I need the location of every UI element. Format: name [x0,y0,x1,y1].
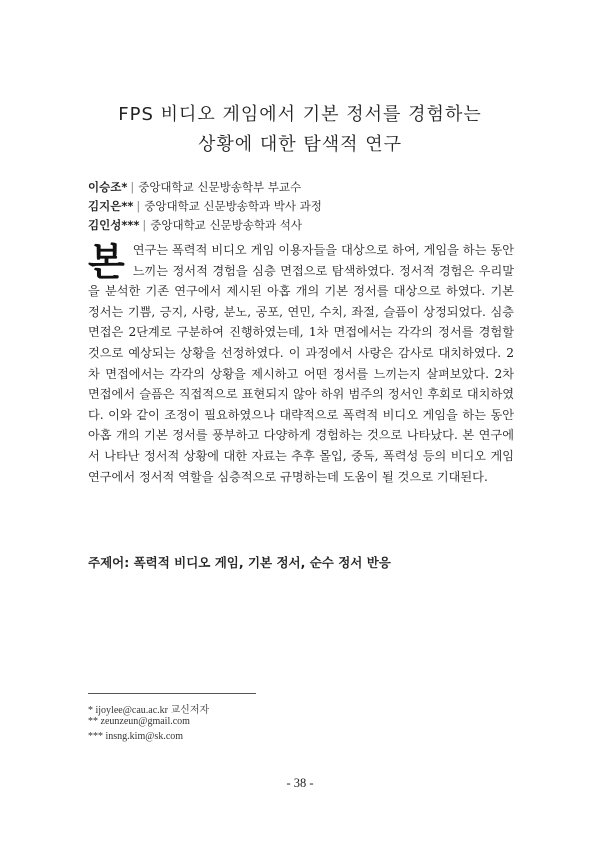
paper-title-line-1: FPS 비디오 게임에서 기본 정서를 경험하는 [118,104,482,125]
author-separator: | [136,199,141,213]
footnote-divider [88,693,256,694]
author-affiliation: 중앙대학교 신문방송학부 부교수 [138,180,302,194]
keywords: 주제어: 폭력적 비디오 게임, 기본 정서, 순수 정서 반응 [88,555,391,570]
author-name: 이승조* [88,180,128,194]
abstract-drop-cap: 본 [88,239,125,284]
author-separator: | [142,218,147,232]
author-name: 김인성*** [88,218,140,232]
author-3 [88,217,302,233]
footnote-2: ** zeunzeun@gmail.com [88,716,190,727]
author-1 [88,179,301,195]
author-name: 김지은** [88,199,134,213]
author-separator: | [130,180,135,194]
paper-title-line-2: 상황에 대한 탐색적 연구 [197,134,403,155]
footnote-3: *** insng.kim@sk.com [88,731,184,742]
abstract-body: 연구는 폭력적 비디오 게임 이용자들을 대상으로 하여, 게임을 하는 동안 느끼는 정서적 경험을 심층 면접으로 탐색하였다. 정서적 경험은 우리말을 분석한 기존 연구에서 제시된 아홉 개의 기본 정서를 대상으로 하였다. 기본 정서는 기쁨, 긍지, 사랑, 분노, 공포, 연민, 수치, 좌절, 슬픔이 상정되었다. 심층 면접은 2단계로 구분하여 진행하였는데, 1차 면접에서는 각각의 정서를 경험할 것으로 예상되는 상황을 선정하였다. 이 과정에서 사랑은 감사로 대치하였다. 2차 면접에서는 각각의 상황을 제시하고 어떤 정서를 느끼는지 살펴보았다. 2차 면접에서 슬픔은 직접적으로 표현되지 않아 하위 범주의 정서인 후회로 대치하였다. 이와 같이 조정이 필요하였으나 대략적으로 폭력적 비디오 게임을 하는 동안 아홉 개의 기본 정서를 풍부하고 다양하게 경험하는 것으로 나타났다. 본 연구에서 나타난 정서적 상황에 대한 자료는 추후 몰입, 중독, 폭력성 등의 비디오 게임 연구에서 정서적 역할을 심층적으로 규명하는데 도움이 될 것으로 기대된다. [88,243,514,484]
abstract [88,240,514,487]
footnote-1: * ijoylee@cau.ac.kr 교신저자 [88,705,210,716]
author-affiliation: 중앙대학교 신문방송학과 석사 [150,218,302,232]
author-affiliation: 중앙대학교 신문방송학과 박사 과정 [144,199,322,213]
author-2 [88,198,322,214]
page-number: - 38 - [286,776,314,790]
